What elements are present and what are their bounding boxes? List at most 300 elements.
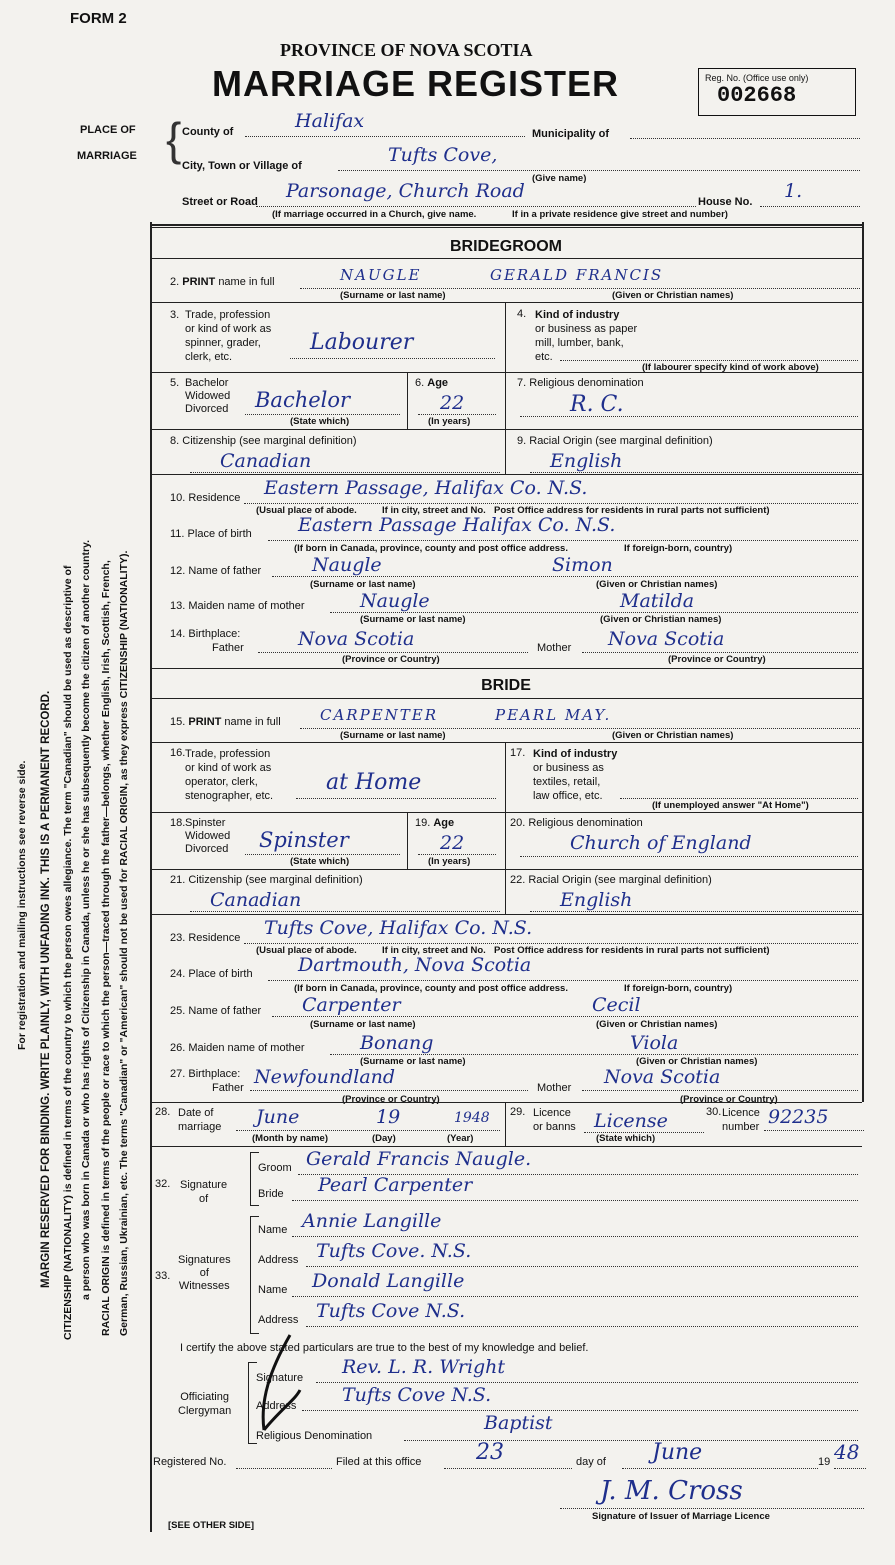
groom-sig-label: Groom <box>258 1162 292 1174</box>
groom-name-field[interactable] <box>300 262 860 289</box>
given-caption: (Given or Christian names) <box>612 730 734 741</box>
county-field[interactable] <box>245 110 525 137</box>
province-caption: (Province or Country) <box>680 1094 778 1105</box>
mother-label: Maiden name of mother <box>188 1042 305 1054</box>
citizenship-label: Citizenship (see marginal definition) <box>182 435 357 447</box>
groom-father-field[interactable] <box>272 552 858 577</box>
status-label-lines <box>185 817 230 856</box>
reg-number-box <box>698 68 856 116</box>
item-number: 30. <box>706 1106 722 1118</box>
item-number: 13. <box>170 600 186 612</box>
margin-line-6: German, Russian, Ukrainian, etc. The terms "Canadian" or "American" should not be used for RACIAL ORIGIN, as they express CITIZENSHIP (NATIONALITY). <box>118 550 130 1336</box>
bride-father-field[interactable] <box>272 992 858 1017</box>
licence-number-label-2: number <box>722 1121 760 1133</box>
industry-label-1: Kind of industry <box>533 748 618 760</box>
clergy-label-2: Clergyman <box>178 1405 232 1417</box>
filed-month-field[interactable] <box>622 1440 818 1469</box>
bride-racial: English <box>560 889 633 911</box>
item-number: 19. <box>415 817 431 829</box>
province-caption: (Province or Country) <box>342 1094 440 1105</box>
given-caption: (Given or Christian names) <box>596 579 718 590</box>
witness-label-lines <box>178 1254 231 1293</box>
street-note-b: If in a private residence give street and number) <box>512 209 728 220</box>
industry-label-3: textiles, retail, <box>533 776 601 788</box>
state-which-caption: (State which) <box>290 416 350 427</box>
rule <box>150 429 862 430</box>
reg-number: 002668 <box>717 83 797 108</box>
status-label-lines <box>185 377 230 416</box>
industry-label-4: law office, etc. <box>533 790 603 802</box>
bride-age-field[interactable] <box>418 832 496 855</box>
marriage-day: 19 <box>376 1106 401 1128</box>
city-label: City, Town or Village of <box>182 160 302 172</box>
status-label-1: Bachelor <box>185 377 229 389</box>
item-number: 32. <box>155 1178 171 1190</box>
bride-sig-label: Bride <box>258 1188 284 1200</box>
trade-label-3: operator, clerk, <box>185 776 258 788</box>
rule <box>505 429 506 474</box>
issuer-label: Signature of Issuer of Marriage Licence <box>592 1511 770 1522</box>
residence-caption-b: If in city, street and No. <box>382 945 486 956</box>
place-label-2: MARRIAGE <box>77 150 137 162</box>
clergy-address-text: Tufts Cove N.S. <box>342 1384 492 1406</box>
clergy-denomination-text: Baptist <box>484 1412 553 1434</box>
clergy-signature-text: Rev. L. R. Wright <box>342 1356 506 1378</box>
residence-label: Residence <box>188 932 241 944</box>
rule <box>505 1102 506 1146</box>
filed-label: Filed at this office <box>336 1456 422 1468</box>
registered-no-field[interactable] <box>236 1444 332 1469</box>
bride-residence: Tufts Cove, Halifax Co. N.S. <box>264 917 533 939</box>
date-label-lines <box>178 1106 221 1134</box>
signature-label-1: Signature <box>180 1179 228 1191</box>
signature-label-2: of <box>198 1193 209 1205</box>
birth-caption-b: If foreign-born, country) <box>624 983 733 994</box>
birthplace-father-label: Father <box>212 1082 244 1094</box>
licence-number: 92235 <box>768 1106 829 1128</box>
print-label: PRINT <box>182 276 216 288</box>
bride-religion: Church of England <box>570 832 752 854</box>
item-number: 5. <box>170 377 180 389</box>
industry-note: (If labourer specify kind of work above) <box>642 362 819 373</box>
clergy-denomination-label: Religious Denomination <box>256 1430 373 1442</box>
item-number: 22. <box>510 874 526 886</box>
groom-signature[interactable] <box>298 1148 858 1175</box>
item-number: 3. <box>170 309 180 321</box>
date-label-2: marriage <box>178 1121 222 1133</box>
rule <box>505 812 506 869</box>
licence-label-2: or banns <box>533 1121 576 1133</box>
birth-caption-b: If foreign-born, country) <box>624 543 733 554</box>
city-value: Tufts Cove, <box>388 144 498 166</box>
in-years-caption: (In years) <box>428 856 471 867</box>
residence-caption-a: (Usual place of abode. <box>256 945 357 956</box>
form-left-border <box>150 222 152 1532</box>
witness1-address[interactable] <box>306 1240 858 1267</box>
house-value: 1. <box>784 180 803 202</box>
bride-trade: at Home <box>326 770 422 795</box>
item-number: 25. <box>170 1005 186 1017</box>
witness1-name[interactable] <box>292 1210 858 1237</box>
rule <box>150 227 862 228</box>
groom-given: GERALD FRANCIS <box>490 266 664 284</box>
birthplace-label: Birthplace: <box>188 628 241 640</box>
birth-caption-a: (If born in Canada, province, county and post office address. <box>294 983 568 994</box>
surname-caption: (Surname or last name) <box>310 579 416 590</box>
witness2-address-label: Address <box>258 1314 299 1326</box>
surname-caption: (Surname or last name) <box>340 730 446 741</box>
groom-surname: NAUGLE <box>340 266 422 284</box>
bride-age: 22 <box>440 832 465 854</box>
item-number: 12. <box>170 565 186 577</box>
name-in-full-label: name in full <box>224 716 281 728</box>
bride-given: PEARL MAY. <box>495 706 612 724</box>
section-bridegroom: BRIDEGROOM <box>450 238 562 255</box>
witness-label-3: Witnesses <box>178 1280 230 1292</box>
licence-number-label-lines <box>722 1106 760 1134</box>
item-number: 2. <box>170 276 180 288</box>
licence-label-lines <box>533 1106 576 1134</box>
rule <box>505 869 506 914</box>
bride-industry-field[interactable] <box>620 780 858 799</box>
rule <box>560 1508 864 1509</box>
trade-label-lines <box>185 308 271 364</box>
item-number: 9. <box>517 435 527 447</box>
bride-status-field[interactable] <box>245 828 400 855</box>
province-title: PROVINCE OF NOVA SCOTIA <box>280 40 533 60</box>
county-label: County of <box>182 126 234 138</box>
clergy-signature[interactable] <box>316 1356 858 1383</box>
form-number: FORM 2 <box>70 10 127 27</box>
rule <box>150 1146 862 1147</box>
bride-surname: CARPENTER <box>320 706 439 724</box>
witness2-name-label: Name <box>258 1284 288 1296</box>
status-label-3: Divorced <box>185 403 229 415</box>
mother-label: Maiden name of mother <box>188 600 305 612</box>
item-number: 6. <box>415 377 425 389</box>
witness2-address[interactable] <box>306 1300 858 1327</box>
given-caption: (Given or Christian names) <box>596 1019 718 1030</box>
rule <box>150 812 862 813</box>
witness-label-2: of <box>199 1267 209 1279</box>
see-other-side: [SEE OTHER SIDE] <box>168 1520 255 1531</box>
margin-line-4: a person who was born in Canada or who has rights of Citizenship in Canada, unless he or she has subsequently become the citizen of another country. <box>80 539 92 1300</box>
item-number: 15. <box>170 716 186 728</box>
groom-bp-father-field[interactable] <box>258 628 528 653</box>
citizenship-label: Citizenship (see marginal definition) <box>188 874 363 886</box>
item-number: 8. <box>170 435 180 447</box>
surname-caption: (Surname or last name) <box>360 1056 466 1067</box>
rule <box>407 812 408 869</box>
street-value: Parsonage, Church Road <box>286 180 525 202</box>
witness2-name-text: Donald Langille <box>312 1270 465 1292</box>
bride-father-given: Cecil <box>592 994 641 1016</box>
clergy-denomination[interactable] <box>404 1412 858 1441</box>
rule <box>150 1102 862 1103</box>
surname-caption: (Surname or last name) <box>340 290 446 301</box>
status-label-2: Widowed <box>185 830 231 842</box>
trade-label-lines <box>185 747 273 803</box>
industry-label-1: Kind of industry <box>535 309 620 321</box>
rule <box>505 742 506 812</box>
filed-month: June <box>652 1440 703 1465</box>
item-number: 29. <box>510 1106 526 1118</box>
bride-mother-surname: Bonang <box>360 1032 434 1054</box>
groom-religion-field[interactable] <box>520 392 858 417</box>
witness1-address-text: Tufts Cove. N.S. <box>316 1240 472 1262</box>
house-field[interactable] <box>760 180 860 207</box>
year-caption: (Year) <box>447 1133 474 1144</box>
state-which-caption: (State which) <box>290 856 350 867</box>
item-number: 26. <box>170 1042 186 1054</box>
clergy-label-1: Officiating <box>180 1391 229 1403</box>
print-label: PRINT <box>188 716 222 728</box>
street-note-a: (If marriage occurred in a Church, give name. <box>272 209 477 220</box>
industry-label-lines <box>533 747 617 803</box>
licence-number-field[interactable] <box>764 1106 864 1131</box>
item-number: 17. <box>510 747 526 759</box>
house-label: House No. <box>698 196 753 208</box>
day-caption: (Day) <box>372 1133 396 1144</box>
religion-label: Religious denomination <box>529 377 644 389</box>
signature-label-lines <box>180 1178 227 1206</box>
groom-birth: Eastern Passage Halifax Co. N.S. <box>298 514 616 536</box>
section-bride: BRIDE <box>481 677 531 694</box>
residence-caption-b: If in city, street and No. <box>382 505 486 516</box>
surname-caption: (Surname or last name) <box>310 1019 416 1030</box>
religion-label: Religious denomination <box>528 817 643 829</box>
year-prefix: 19 <box>818 1456 831 1468</box>
filed-day: 23 <box>476 1440 504 1465</box>
witness2-name[interactable] <box>292 1270 858 1297</box>
trade-label-2: or kind of work as <box>185 323 272 335</box>
age-label: Age <box>433 817 455 829</box>
groom-bp-mother-field[interactable] <box>582 628 858 653</box>
status-label-3: Divorced <box>185 843 229 855</box>
birthplace-father-label: Father <box>212 642 244 654</box>
rule <box>505 302 506 372</box>
issuer-signature: J. M. Cross <box>600 1476 743 1506</box>
industry-note: (If unemployed answer "At Home") <box>652 800 809 811</box>
residence-caption-c: Post Office address for residents in rural parts not sufficient) <box>494 505 770 516</box>
bride-citizenship-field[interactable] <box>190 889 500 912</box>
birthplace-mother-label: Mother <box>537 642 572 654</box>
groom-signature-text: Gerald Francis Naugle. <box>306 1148 532 1170</box>
racial-label: Racial Origin (see marginal definition) <box>529 435 713 447</box>
given-caption: (Given or Christian names) <box>612 290 734 301</box>
trade-label-3: spinner, grader, <box>185 337 261 349</box>
margin-line-1: For registration and mailing instructions see reverse side. <box>16 760 28 1050</box>
bride-birth: Dartmouth, Nova Scotia <box>298 954 532 976</box>
groom-residence-field[interactable] <box>244 477 858 504</box>
groom-father-given: Simon <box>552 554 613 576</box>
month-caption: (Month by name) <box>252 1133 328 1144</box>
bride-status: Spinster <box>259 828 349 852</box>
clergy-label-lines <box>178 1390 231 1418</box>
surname-caption: (Surname or last name) <box>360 614 466 625</box>
rule <box>150 302 862 303</box>
item-number: 18. <box>170 817 186 829</box>
trade-label-1: Trade, profession <box>185 748 271 760</box>
give-name-caption: (Give name) <box>532 173 587 184</box>
licence-number-label-1: Licence <box>722 1107 760 1119</box>
item-number: 23. <box>170 932 186 944</box>
groom-trade: Labourer <box>310 330 414 355</box>
witness1-name-text: Annie Langille <box>302 1210 442 1232</box>
brace-icon: { <box>166 113 182 165</box>
birth-label: Place of birth <box>188 968 253 980</box>
margin-line-2: MARGIN RESERVED FOR BINDING. WRITE PLAINLY, WITH UNFADING INK. THIS IS A PERMANENT RECORD. <box>40 690 52 1288</box>
item-number: 16. <box>170 747 186 759</box>
age-label: Age <box>427 377 449 389</box>
bride-bp-father: Newfoundland <box>254 1066 396 1088</box>
groom-mother-field[interactable] <box>330 588 858 613</box>
marriage-year: 1948 <box>454 1110 490 1126</box>
bride-signature[interactable] <box>292 1174 858 1201</box>
bride-signature-text: Pearl Carpenter <box>318 1174 473 1196</box>
province-caption: (Province or Country) <box>342 654 440 665</box>
bride-father-surname: Carpenter <box>302 994 401 1016</box>
rule <box>150 742 862 743</box>
item-number: 28. <box>155 1106 171 1118</box>
in-years-caption: (In years) <box>428 416 471 427</box>
municipality-field[interactable] <box>630 110 860 139</box>
racial-label: Racial Origin (see marginal definition) <box>528 874 712 886</box>
groom-industry-field[interactable] <box>560 340 858 361</box>
rule <box>150 668 862 669</box>
bride-mother-given: Viola <box>630 1032 679 1054</box>
given-caption: (Given or Christian names) <box>636 1056 758 1067</box>
clergy-address[interactable] <box>302 1384 858 1411</box>
marriage-date-field[interactable] <box>236 1106 500 1131</box>
item-number: 14. <box>170 628 186 640</box>
father-label: Name of father <box>188 565 262 577</box>
rule <box>150 698 862 699</box>
groom-citizenship-field[interactable] <box>190 450 500 473</box>
licence-field[interactable] <box>584 1110 704 1133</box>
rule <box>407 372 408 429</box>
reg-number-label: Reg. No. (Office use only) <box>705 73 809 83</box>
groom-citizenship: Canadian <box>220 450 312 472</box>
witness1-name-label: Name <box>258 1224 288 1236</box>
rule <box>150 258 862 259</box>
name-in-full-label: name in full <box>218 276 275 288</box>
groom-racial-field[interactable] <box>530 450 858 473</box>
groom-birth-field[interactable] <box>268 514 858 541</box>
trade-label-4: clerk, etc. <box>185 351 233 363</box>
groom-trade-field[interactable] <box>290 330 495 359</box>
bride-bp-mother: Nova Scotia <box>604 1066 721 1088</box>
bride-bp-father-field[interactable] <box>250 1066 528 1091</box>
marriage-month: June <box>256 1106 300 1128</box>
groom-mother-given: Matilda <box>620 590 695 612</box>
item-number: 20. <box>510 817 526 829</box>
bride-religion-field[interactable] <box>520 832 858 857</box>
rule <box>150 474 862 475</box>
groom-bp-father: Nova Scotia <box>298 628 415 650</box>
item-number: 4. <box>517 308 527 320</box>
father-label: Name of father <box>188 1005 262 1017</box>
groom-age-field[interactable] <box>418 392 496 415</box>
certification-text: I certify the above stated particulars are true to the best of my knowledge and belief. <box>180 1342 589 1354</box>
groom-racial: English <box>550 450 623 472</box>
day-of-label: day of <box>576 1456 606 1468</box>
filed-day-field[interactable] <box>444 1440 572 1469</box>
page-title: MARRIAGE REGISTER <box>212 63 620 104</box>
form-top-border <box>150 224 862 226</box>
item-number: 7. <box>517 377 527 389</box>
item-number: 33. <box>155 1270 171 1282</box>
bride-birth-field[interactable] <box>268 954 858 981</box>
industry-label-3: mill, lumber, bank, <box>535 337 624 349</box>
clergy-flourish-icon <box>250 1330 310 1440</box>
street-label: Street or Road <box>182 196 258 208</box>
bride-citizenship: Canadian <box>210 889 302 911</box>
groom-age: 22 <box>440 392 465 414</box>
street-field[interactable] <box>256 180 696 207</box>
bride-trade-field[interactable] <box>296 770 496 799</box>
witness2-address-text: Tufts Cove N.S. <box>316 1300 466 1322</box>
province-caption: (Province or Country) <box>668 654 766 665</box>
bride-racial-field[interactable] <box>530 889 858 912</box>
form-right-border <box>862 222 864 1102</box>
bride-residence-field[interactable] <box>244 917 858 944</box>
groom-status-field[interactable] <box>245 388 400 415</box>
given-caption: (Given or Christian names) <box>600 614 722 625</box>
trade-label-1: Trade, profession <box>185 309 271 321</box>
state-which-caption: (State which) <box>596 1133 656 1144</box>
groom-status: Bachelor <box>255 388 351 412</box>
filed-year: 48 <box>834 1440 860 1464</box>
rule <box>505 372 506 429</box>
residence-label: Residence <box>188 492 241 504</box>
clergy-address-label: Address <box>256 1400 297 1412</box>
item-number: 21. <box>170 874 186 886</box>
margin-line-3: CITIZENSHIP (NATIONALITY) is defined in terms of the country to which the person owes allegiance. The term "Canadian" should be used as descriptive of <box>62 565 74 1340</box>
industry-label-2: or business as paper <box>535 323 638 335</box>
place-label-1: PLACE OF <box>80 124 136 136</box>
bride-bp-mother-field[interactable] <box>582 1066 858 1091</box>
witness1-address-label: Address <box>258 1254 299 1266</box>
status-label-2: Widowed <box>185 390 231 402</box>
county-value: Halifax <box>295 110 365 132</box>
item-number: 11. <box>170 528 185 540</box>
licence-label-1: Licence <box>533 1107 571 1119</box>
rule <box>150 869 862 870</box>
date-label-1: Date of <box>178 1107 214 1119</box>
industry-label-4: etc. <box>535 351 553 363</box>
groom-trade-label <box>170 308 179 364</box>
birthplace-label: Birthplace: <box>188 1068 241 1080</box>
groom-father-surname: Naugle <box>312 554 382 576</box>
bride-mother-field[interactable] <box>330 1030 858 1055</box>
city-field[interactable] <box>338 144 860 171</box>
filed-year-field[interactable] <box>834 1440 866 1469</box>
birth-label: Place of birth <box>187 528 252 540</box>
item-number: 27. <box>170 1068 186 1080</box>
status-label-1: Spinster <box>185 817 226 829</box>
bride-name-field[interactable] <box>300 702 860 729</box>
clergy-signature-label: Signature <box>256 1372 304 1384</box>
birthplace-mother-label: Mother <box>537 1082 572 1094</box>
groom-religion: R. C. <box>570 392 624 417</box>
birth-caption-a: (If born in Canada, province, county and post office address. <box>294 543 568 554</box>
margin-line-5: RACIAL ORIGIN is defined in terms of the people or race to which the person—traced through the father—belongs, whether English, Irish, Scottish, French, <box>100 560 112 1336</box>
groom-bp-mother: Nova Scotia <box>608 628 725 650</box>
rule <box>150 914 862 915</box>
groom-mother-surname: Naugle <box>360 590 430 612</box>
trade-label-2: or kind of work as <box>185 762 272 774</box>
